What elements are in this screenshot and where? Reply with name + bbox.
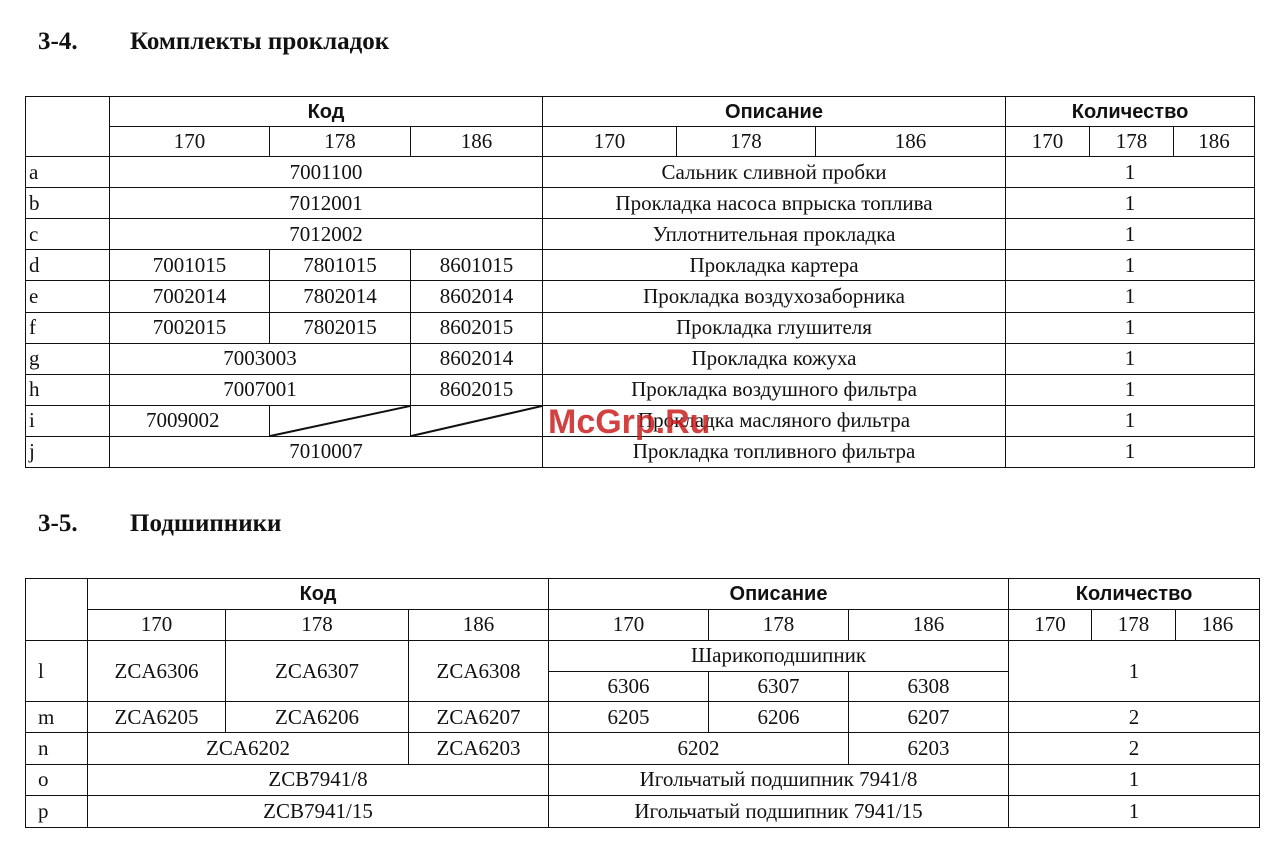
part-code-186: 8602014 <box>411 343 543 374</box>
table-row <box>26 436 1255 467</box>
model-186: 186 <box>1174 127 1255 157</box>
header-quantity: Количество <box>1009 579 1260 610</box>
part-quantity: 1 <box>1006 436 1255 467</box>
part-code: 7001100 <box>110 157 543 188</box>
model-170: 170 <box>1009 609 1092 641</box>
table-row <box>26 641 1260 672</box>
section-number: 3-4. <box>38 28 78 55</box>
part-quantity: 1 <box>1006 281 1255 312</box>
part-code-170: 7001015 <box>110 250 270 281</box>
table-row <box>26 702 1260 733</box>
model-170: 170 <box>549 609 709 641</box>
part-code-186: 8602014 <box>411 281 543 312</box>
row-key: f <box>26 312 110 343</box>
part-quantity: 1 <box>1009 641 1260 702</box>
part-code-170: 7009002 <box>110 405 270 436</box>
section-title-bearings <box>38 510 281 538</box>
part-description: Прокладка картера <box>543 250 1006 281</box>
part-code: ZCB7941/8 <box>88 764 549 796</box>
part-description: Прокладка насоса впрыска топлива <box>543 188 1006 219</box>
part-quantity: 1 <box>1006 312 1255 343</box>
table-row <box>26 796 1260 828</box>
part-code-170-178: ZCA6202 <box>88 733 409 765</box>
site-watermark: McGrp.Ru <box>548 403 711 441</box>
part-code-170: ZCA6205 <box>88 702 226 733</box>
row-key: d <box>26 250 110 281</box>
part-code-186: 8601015 <box>411 250 543 281</box>
gasket-table <box>25 96 1255 468</box>
part-description-178: 6307 <box>709 671 849 702</box>
table-row <box>26 219 1255 250</box>
part-description-186: 6207 <box>849 702 1009 733</box>
part-description: Прокладка воздухозаборника <box>543 281 1006 312</box>
row-key: g <box>26 343 110 374</box>
part-description: Прокладка кожуха <box>543 343 1006 374</box>
table-row <box>26 188 1255 219</box>
part-quantity: 1 <box>1006 157 1255 188</box>
part-description: Прокладка воздушного фильтра <box>543 374 1006 405</box>
part-description: Игольчатый подшипник 7941/8 <box>549 764 1009 796</box>
part-code-178: 7802014 <box>270 281 411 312</box>
part-description-170: 6205 <box>549 702 709 733</box>
diagonal-slash-icon <box>270 406 410 436</box>
row-key: a <box>26 157 110 188</box>
part-code-170-178: 7003003 <box>110 343 411 374</box>
header-quantity: Количество <box>1006 97 1255 127</box>
header-description: Описание <box>543 97 1006 127</box>
table-row <box>26 374 1255 405</box>
part-description: Уплотнительная прокладка <box>543 219 1006 250</box>
part-code-186: 8602015 <box>411 312 543 343</box>
table-row <box>26 733 1260 765</box>
model-186: 186 <box>1176 609 1260 641</box>
part-quantity: 1 <box>1009 796 1260 828</box>
model-178: 178 <box>1090 127 1174 157</box>
table-row <box>26 343 1255 374</box>
part-description-186: 6203 <box>849 733 1009 765</box>
part-code-170: ZCA6306 <box>88 641 226 702</box>
table-row <box>26 764 1260 796</box>
table-row <box>26 157 1255 188</box>
model-178: 178 <box>677 127 816 157</box>
row-key: j <box>26 436 110 467</box>
header-code: Код <box>88 579 549 610</box>
part-code-170: 7002015 <box>110 312 270 343</box>
not-applicable-cell <box>270 405 411 436</box>
row-key: b <box>26 188 110 219</box>
model-170: 170 <box>88 609 226 641</box>
part-code-178: ZCA6307 <box>226 641 409 702</box>
part-description: Сальник сливной пробки <box>543 157 1006 188</box>
part-description-170-178: 6202 <box>549 733 849 765</box>
model-178: 178 <box>226 609 409 641</box>
header-corner <box>26 579 88 641</box>
row-key: i <box>26 405 110 436</box>
part-code-186: 8602015 <box>411 374 543 405</box>
part-code-178: 7801015 <box>270 250 411 281</box>
row-key: e <box>26 281 110 312</box>
part-code: 7012001 <box>110 188 543 219</box>
part-description: Прокладка глушителя <box>543 312 1006 343</box>
part-code-170-178: 7007001 <box>110 374 411 405</box>
diagonal-slash-icon <box>411 406 542 436</box>
row-key: p <box>26 796 88 828</box>
header-description: Описание <box>549 579 1009 610</box>
part-code-178: ZCA6206 <box>226 702 409 733</box>
part-quantity: 1 <box>1006 343 1255 374</box>
part-quantity: 1 <box>1006 188 1255 219</box>
part-quantity: 2 <box>1009 702 1260 733</box>
row-key: h <box>26 374 110 405</box>
section-title-gaskets <box>38 28 389 56</box>
part-description-title: Шарикоподшипник <box>549 641 1009 672</box>
part-code-186: ZCA6207 <box>409 702 549 733</box>
header-corner <box>26 97 110 157</box>
model-186: 186 <box>411 127 543 157</box>
part-description-170: 6306 <box>549 671 709 702</box>
model-186: 186 <box>409 609 549 641</box>
model-186: 186 <box>849 609 1009 641</box>
model-170: 170 <box>1006 127 1090 157</box>
row-key: o <box>26 764 88 796</box>
not-applicable-cell <box>411 405 543 436</box>
section-title-text: Подшипники <box>130 510 282 537</box>
model-178: 178 <box>709 609 849 641</box>
part-quantity: 1 <box>1006 219 1255 250</box>
section-number: 3-5. <box>38 510 78 537</box>
part-quantity: 1 <box>1006 374 1255 405</box>
row-key: n <box>26 733 88 765</box>
part-code: 7010007 <box>110 436 543 467</box>
table-row <box>26 312 1255 343</box>
part-description-178: 6206 <box>709 702 849 733</box>
model-178: 178 <box>270 127 411 157</box>
model-170: 170 <box>110 127 270 157</box>
part-code-178: 7802015 <box>270 312 411 343</box>
row-key: c <box>26 219 110 250</box>
row-key: l <box>26 641 88 702</box>
part-description: Игольчатый подшипник 7941/15 <box>549 796 1009 828</box>
model-186: 186 <box>816 127 1006 157</box>
part-quantity: 1 <box>1006 250 1255 281</box>
model-170: 170 <box>543 127 677 157</box>
part-code-170: 7002014 <box>110 281 270 312</box>
header-code: Код <box>110 97 543 127</box>
part-quantity: 1 <box>1006 405 1255 436</box>
bearing-table <box>25 578 1260 828</box>
table-row <box>26 281 1255 312</box>
part-code-186: ZCA6203 <box>409 733 549 765</box>
section-title-text: Комплекты прокладок <box>130 28 390 55</box>
part-description: Прокладка масляного фильтра <box>543 405 1006 436</box>
part-quantity: 1 <box>1009 764 1260 796</box>
part-code: 7012002 <box>110 219 543 250</box>
part-quantity: 2 <box>1009 733 1260 765</box>
part-description: Прокладка топливного фильтра <box>543 436 1006 467</box>
part-code-186: ZCA6308 <box>409 641 549 702</box>
part-code: ZCB7941/15 <box>88 796 549 828</box>
table-row <box>26 250 1255 281</box>
model-178: 178 <box>1092 609 1176 641</box>
part-description-186: 6308 <box>849 671 1009 702</box>
row-key: m <box>26 702 88 733</box>
table-row <box>26 405 1255 436</box>
